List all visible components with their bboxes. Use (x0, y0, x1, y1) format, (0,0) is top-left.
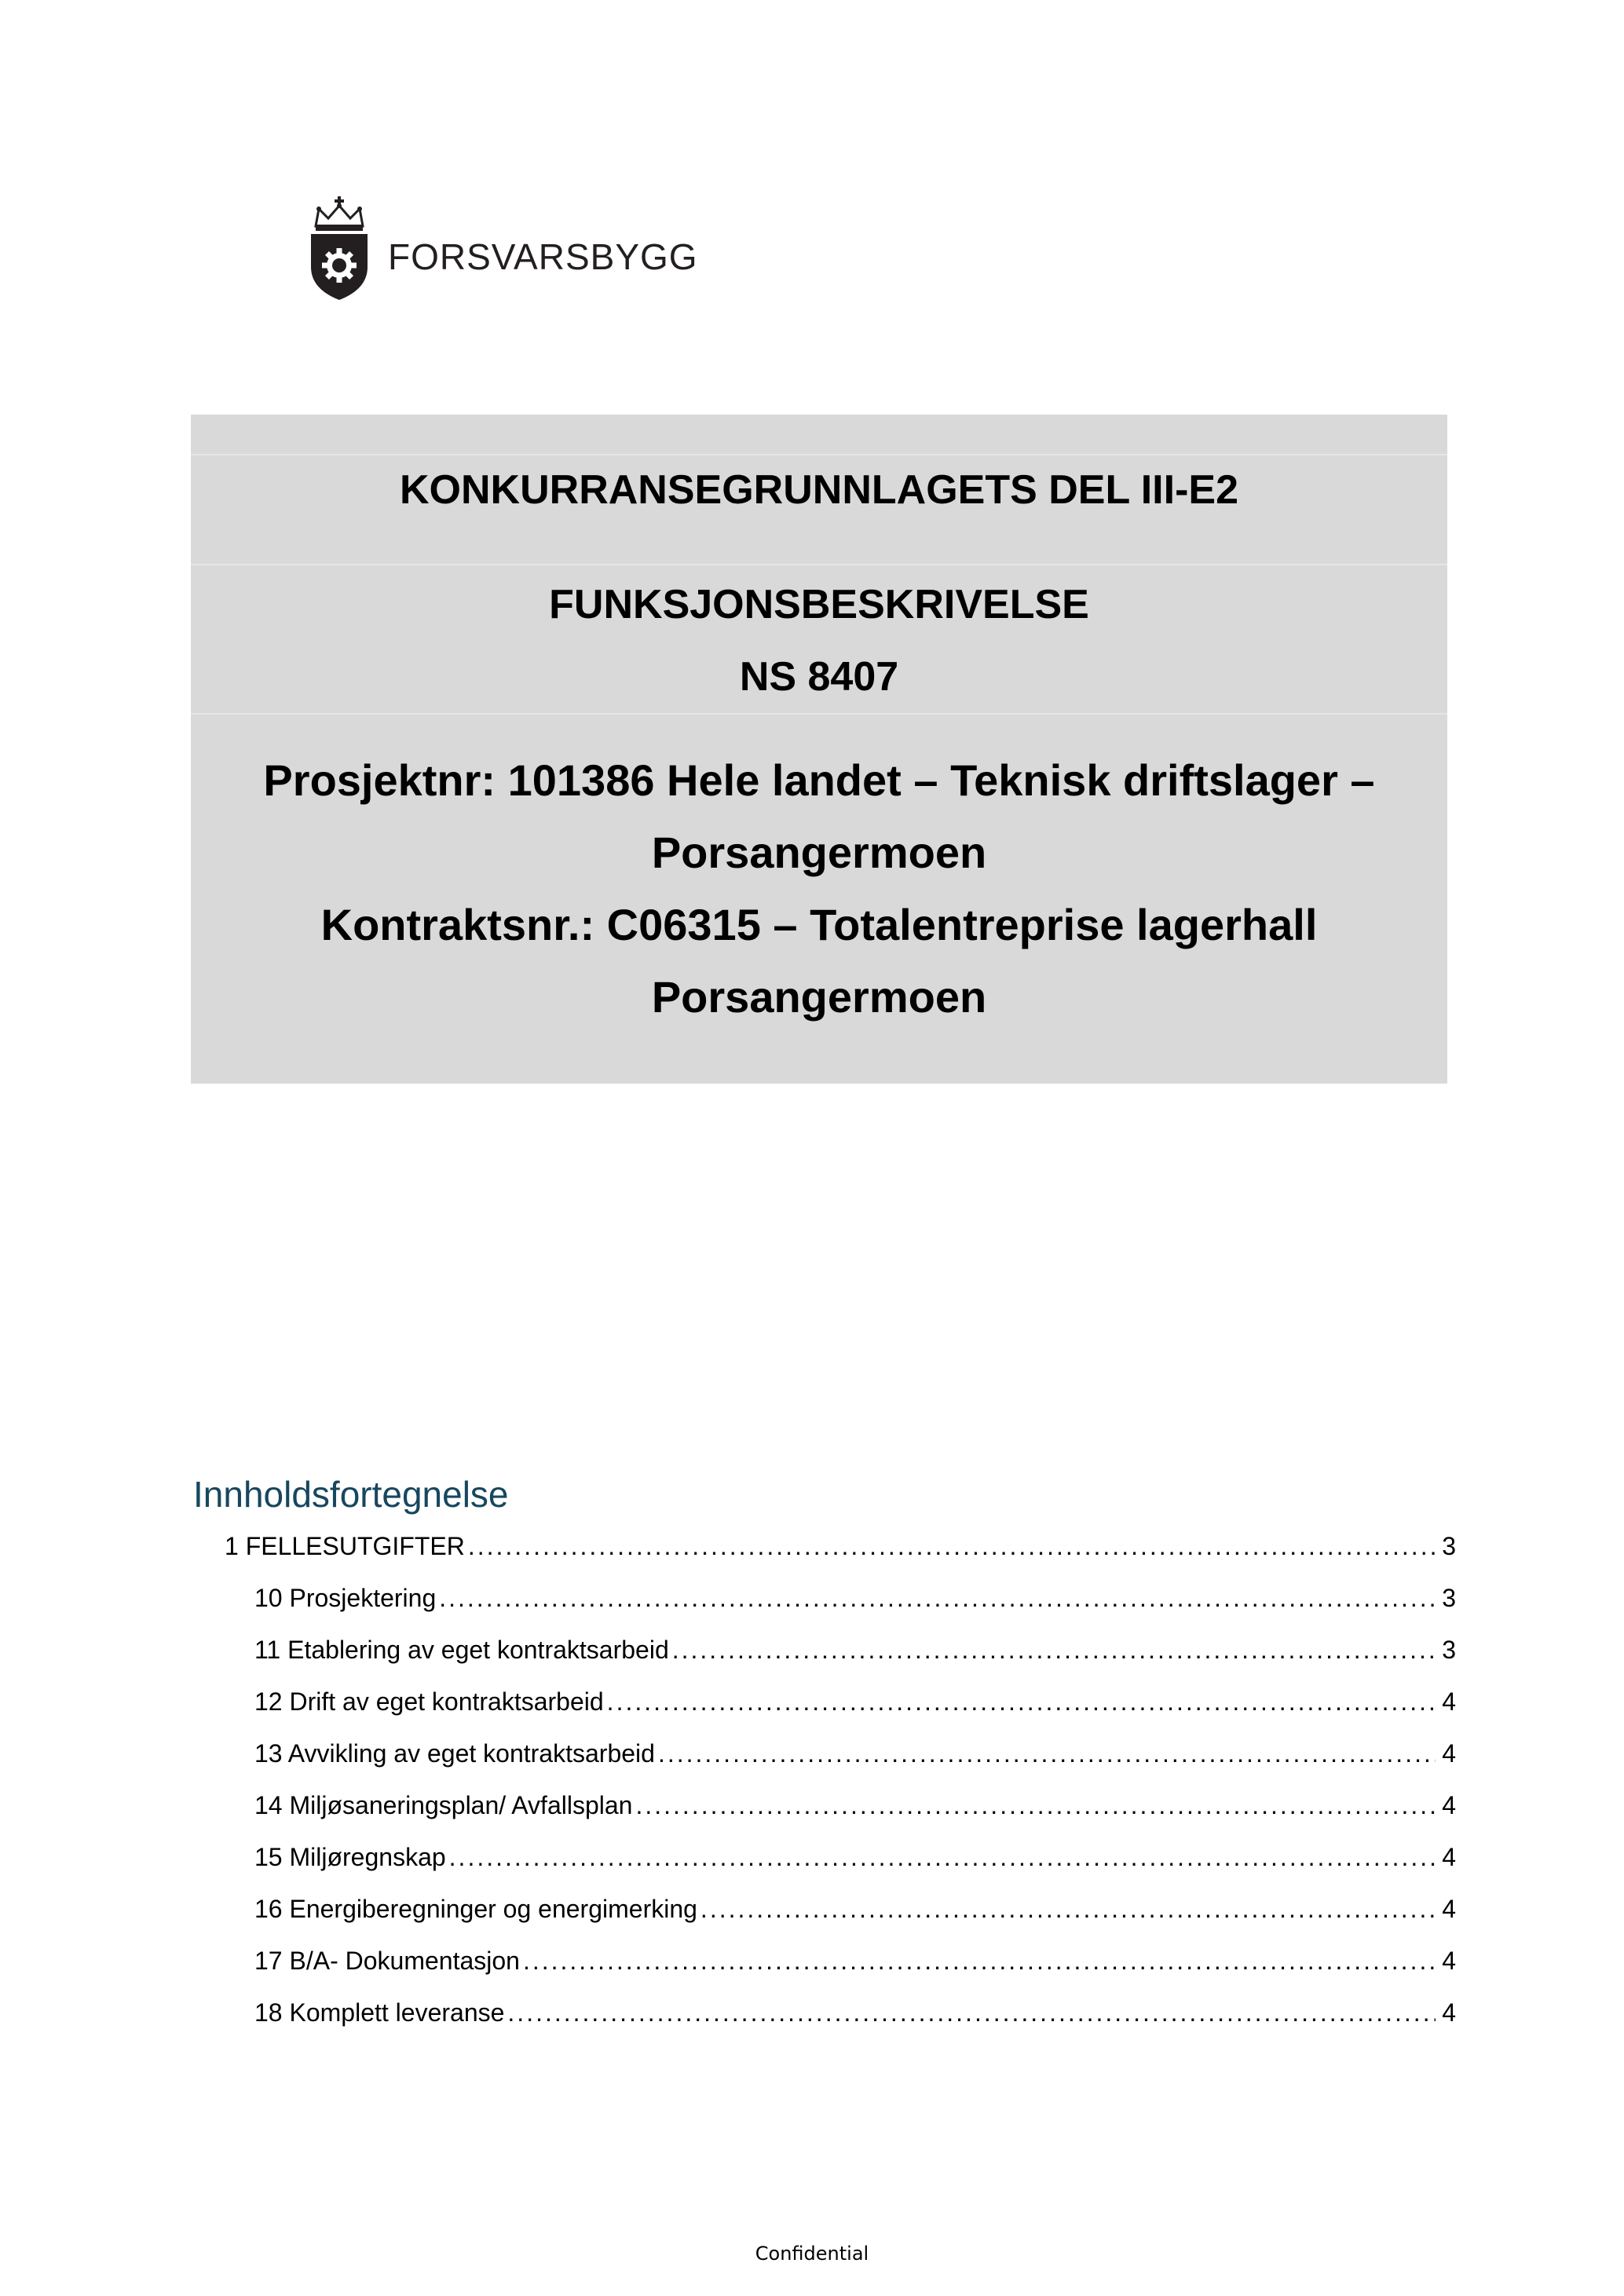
toc-entry-page: 4 (1442, 1895, 1456, 1923)
toc-leader-dots (507, 1998, 1436, 2027)
toc-leader-dots (523, 1947, 1436, 1976)
logo-wordmark: FORSVARSBYGG (388, 236, 698, 277)
project-location-line: Porsangermoen (651, 828, 987, 877)
toc-leader-dots (700, 1895, 1436, 1924)
toc-entry-page: 4 (1442, 1843, 1456, 1871)
title-divider (191, 564, 1447, 565)
document-title-text: KONKURRANSEGRUNNLAGETS DEL III-E2 (399, 467, 1238, 513)
toc-entry[interactable] (254, 1837, 1456, 1872)
title-divider (191, 454, 1447, 455)
toc-entry-page: 4 (1442, 1998, 1456, 2027)
toc-entry-page: 4 (1442, 1791, 1456, 1819)
toc-entry-page: 3 (1442, 1636, 1456, 1664)
toc-entry-label: 12 Drift av eget kontraktsarbeid (254, 1687, 607, 1717)
toc-entry[interactable] (225, 1526, 1456, 1561)
toc-entry[interactable] (254, 1734, 1456, 1768)
toc-entry[interactable] (254, 1993, 1456, 2027)
toc-entry-label: 18 Komplett leveranse (254, 1998, 507, 2027)
title-divider (191, 713, 1447, 715)
toc-leader-dots (607, 1687, 1436, 1717)
document-title (191, 459, 1447, 521)
document-type: FUNKSJONSBESKRIVELSE (549, 582, 1089, 627)
toc-entry-label: 15 Miljøregnskap (254, 1843, 449, 1872)
toc-leader-dots (635, 1791, 1436, 1820)
toc-entry[interactable] (254, 1889, 1456, 1924)
toc-leader-dots (449, 1843, 1436, 1872)
toc-entry[interactable] (254, 1630, 1456, 1665)
document-standard: NS 8407 (739, 654, 899, 700)
toc-leader-dots (658, 1739, 1436, 1768)
toc-entry-label: 16 Energiberegninger og energimerking (254, 1895, 700, 1924)
toc-entry[interactable] (254, 1941, 1456, 1976)
contract-location-line: Porsangermoen (651, 972, 987, 1022)
project-info (191, 744, 1447, 1033)
toc-entry-label: 14 Miljøsaneringsplan/ Avfallsplan (254, 1791, 635, 1820)
toc-leader-dots (672, 1636, 1436, 1665)
toc-entry[interactable] (254, 1682, 1456, 1717)
toc-entry-page: 4 (1442, 1739, 1456, 1768)
toc-entry[interactable] (254, 1578, 1456, 1613)
toc-entry-page: 3 (1442, 1532, 1456, 1560)
coat-of-arms-icon (308, 195, 371, 302)
toc-entry-label: 17 B/A- Dokumentasjon (254, 1947, 523, 1976)
toc-entry-page: 3 (1442, 1584, 1456, 1612)
toc-leader-dots (468, 1532, 1436, 1561)
project-number-line: Prosjektnr: 101386 Hele landet – Teknisk driftslager – (263, 755, 1375, 805)
toc-leader-dots (439, 1584, 1436, 1613)
toc-entry-page: 4 (1442, 1947, 1456, 1975)
toc-entry-label: 10 Prosjektering (254, 1584, 439, 1613)
contract-number-line: Kontraktsnr.: C06315 – Totalentreprise lagerhall (320, 900, 1318, 949)
confidential-footer: Confidential (755, 2243, 869, 2265)
title-box (191, 415, 1447, 1084)
toc-heading: Innholdsfortegnelse (193, 1474, 509, 1515)
toc-entry[interactable] (254, 1786, 1456, 1820)
toc-entry-label: 11 Etablering av eget kontraktsarbeid (254, 1636, 672, 1665)
toc-entry-label: 1 FELLESUTGIFTER (225, 1532, 468, 1561)
document-subtitle (191, 569, 1447, 713)
forsvarsbygg-logo (308, 193, 698, 303)
toc-entry-label: 13 Avvikling av eget kontraktsarbeid (254, 1739, 658, 1768)
toc-entry-page: 4 (1442, 1687, 1456, 1716)
